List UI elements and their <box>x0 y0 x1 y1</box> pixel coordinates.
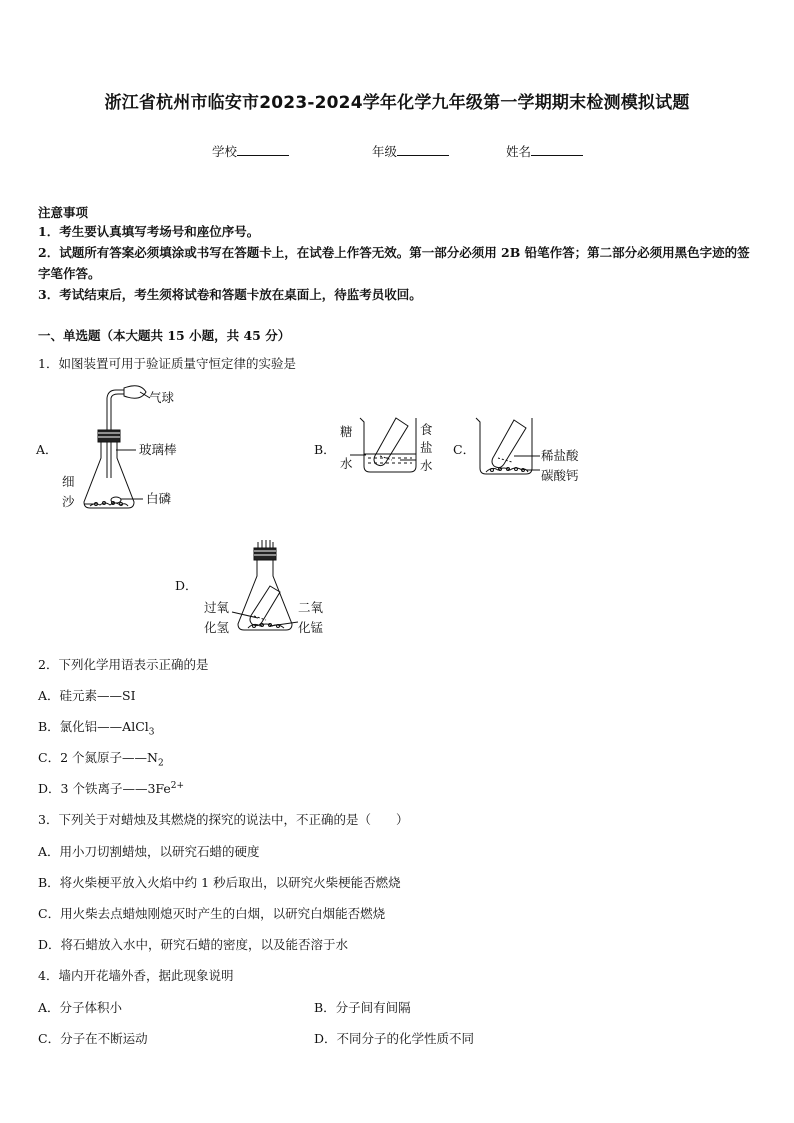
q3-option-b[interactable]: B．将火柴梗平放入火焰中约 1 秒后取出，以研究火柴梗能否燃烧 <box>38 875 401 890</box>
q2-option-b[interactable] <box>38 717 155 738</box>
q1-stem: 1．如图装置可用于验证质量守恒定律的实验是 <box>38 356 296 371</box>
q2-option-d-sup: 2+ <box>170 780 185 791</box>
notes-heading: 注意事项 <box>38 205 89 220</box>
fig-b-option[interactable]: B． <box>314 442 336 457</box>
fig-a-sand-label-1: 细 <box>62 474 75 489</box>
grade-label: 年级 <box>372 144 398 159</box>
name-label: 姓名 <box>506 144 532 159</box>
fig-b-sugar-label-1: 糖 <box>340 424 353 439</box>
fig-c-beaker <box>453 418 579 483</box>
q4-option-c[interactable]: C．分子在不断运动 <box>38 1031 148 1046</box>
school-blank <box>237 143 289 156</box>
q4-stem: 4．墙内开花墙外香，据此现象说明 <box>38 968 234 983</box>
fig-a-rod-label: 玻璃棒 <box>139 442 177 457</box>
q4-option-b[interactable]: B．分子间有间隔 <box>314 1000 411 1015</box>
q2-stem: 2．下列化学用语表示正确的是 <box>38 657 209 672</box>
note-item-1: 1．考生要认真填写考场号和座位序号。 <box>38 224 260 239</box>
q2-option-d[interactable] <box>38 779 184 797</box>
fig-b-sugar-label-2: 水 <box>340 456 353 471</box>
fig-b-salt-label-2: 盐 <box>420 440 433 455</box>
school-label: 学校 <box>212 144 238 159</box>
q2-option-c[interactable] <box>38 748 164 769</box>
fig-b-salt-label-1: 食 <box>420 422 433 437</box>
q3-option-d[interactable]: D．将石蜡放入水中，研究石蜡的密度，以及能否溶于水 <box>38 937 349 952</box>
fig-d-h2o2-label-2: 化氢 <box>204 620 230 635</box>
name-blank <box>531 143 583 156</box>
fig-b-salt-label-3: 水 <box>420 458 433 473</box>
fig-a-option[interactable]: A． <box>36 442 58 457</box>
school-field[interactable] <box>212 142 289 160</box>
fig-a-sand-label-2: 沙 <box>62 494 75 509</box>
name-field[interactable] <box>506 142 583 160</box>
q2-option-b-sub: 3 <box>148 727 155 738</box>
fig-a-flask <box>35 386 177 509</box>
fig-d-mno2-label-1: 二氧 <box>298 600 324 615</box>
fig-c-acid-label: 稀盐酸 <box>541 448 579 463</box>
q2-option-c-sub: 2 <box>157 758 164 769</box>
fig-d-option[interactable]: D． <box>175 578 198 593</box>
fig-b-beaker <box>314 418 433 473</box>
q2-option-c-text: C．2 个氮原子——N <box>38 750 158 765</box>
fig-d-mno2-label-2: 化锰 <box>298 620 324 635</box>
grade-blank <box>397 143 449 156</box>
q4-option-a[interactable]: A．分子体积小 <box>38 1000 123 1015</box>
fig-d-h2o2-label-1: 过氧 <box>204 600 230 615</box>
note-item-2: 2．试题所有答案必须填涂或书写在答题卡上，在试卷上作答无效。第一部分必须用 2B 铅笔作答；第二部分必须用黑色字迹的签字笔作答。 <box>38 245 750 281</box>
fig-a-phosphorus-label: 白磷 <box>146 491 172 506</box>
section-heading: 一、单选题（本大题共 15 小题，共 45 分） <box>38 328 291 343</box>
page-title: 浙江省杭州市临安市2023-2024学年化学九年级第一学期期末检测模拟试题 <box>104 93 690 113</box>
q2-option-d-text: D．3 个铁离子——3Fe <box>38 781 171 796</box>
q2-option-a[interactable]: A．硅元素——SI <box>38 688 136 703</box>
q3-stem: 3．下列关于对蜡烛及其燃烧的探究的说法中，不正确的是（ ） <box>38 812 409 827</box>
note-item-3: 3．考试结束后，考生须将试卷和答题卡放在桌面上，待监考员收回。 <box>38 287 422 302</box>
q2-option-b-text: B．氯化铝——AlCl <box>38 719 149 734</box>
fig-c-carbonate-label: 碳酸钙 <box>541 468 579 483</box>
fig-c-option[interactable]: C． <box>453 442 476 457</box>
fig-d-flask <box>175 540 324 635</box>
grade-field[interactable] <box>372 142 449 160</box>
q3-option-c[interactable]: C．用火柴去点蜡烛刚熄灭时产生的白烟，以研究白烟能否燃烧 <box>38 906 386 921</box>
q3-option-a[interactable]: A．用小刀切割蜡烛，以研究石蜡的硬度 <box>38 844 260 859</box>
fig-a-balloon-label: 气球 <box>149 390 175 405</box>
q1-figure <box>0 380 794 640</box>
q4-option-d[interactable]: D．不同分子的化学性质不同 <box>314 1031 475 1046</box>
